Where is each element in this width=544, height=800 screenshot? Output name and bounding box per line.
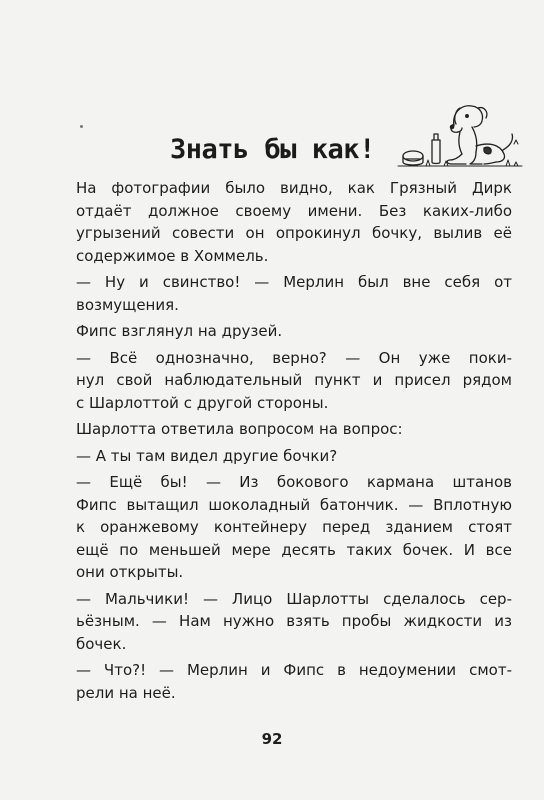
paragraph xyxy=(62,271,512,316)
text-line: к оранжевому контейнеру перед зданием стоят xyxy=(76,518,512,536)
text-line: нул свой наблюдательный пункт и присел рядом xyxy=(76,371,512,389)
text-line: На фотографии было видно, как Грязный Дирк xyxy=(76,179,512,197)
paragraph xyxy=(62,659,512,704)
paragraph xyxy=(62,320,512,343)
paragraph xyxy=(62,177,512,267)
text-line: — Мальчики! — Лицо Шарлотты сделалось сер- xyxy=(76,589,512,608)
text-line: — Всё однозначно, верно? — Он уже поки- xyxy=(76,348,512,367)
dog-illustration xyxy=(396,96,524,170)
text-line: они открыты. xyxy=(76,563,184,581)
text-line: отдаёт должное своему имени. Без каких-либо xyxy=(76,201,512,220)
text-line: Фипс вытащил шоколадный батончик. — Вплотную xyxy=(76,495,512,514)
text-line: бочек. xyxy=(76,634,127,653)
text-line: содержимое в Хоммель. xyxy=(76,246,269,265)
paragraph xyxy=(62,347,512,415)
text-line: Шарлотта ответила вопросом на вопрос: xyxy=(76,420,403,438)
paragraph xyxy=(62,588,512,656)
text-line: возмущения. xyxy=(76,295,179,314)
paragraph xyxy=(62,418,512,441)
text-line: — Ну и свинство! — Мерлин был вне себя от xyxy=(76,273,512,291)
page-number: 92 xyxy=(261,730,283,748)
text-line: рели на неё. xyxy=(76,683,176,702)
text-line: Фипс взглянул на друзей. xyxy=(76,322,283,340)
paragraph xyxy=(62,471,512,584)
text-line: — Ещё бы! — Из бокового кармана штанов xyxy=(76,473,512,491)
text-line: ьёзным. — Нам нужно взять пробы жидкости из xyxy=(76,612,512,630)
body-text xyxy=(62,177,512,708)
paragraph xyxy=(62,445,512,468)
text-line: — Что?! — Мерлин и Фипс в недоумении смот- xyxy=(76,661,512,679)
text-line: угрызений совести он опрокинул бочку, вылив её xyxy=(76,224,512,242)
text-line: с Шарлоттой с другой стороны. xyxy=(76,393,329,412)
text-line: — А ты там видел другие бочки? xyxy=(76,446,338,465)
ink-speck xyxy=(80,125,83,128)
text-line: ещё по меньшей мере десять таких бочек. И все xyxy=(76,540,512,559)
chapter-title: Знать бы как! xyxy=(170,134,375,165)
